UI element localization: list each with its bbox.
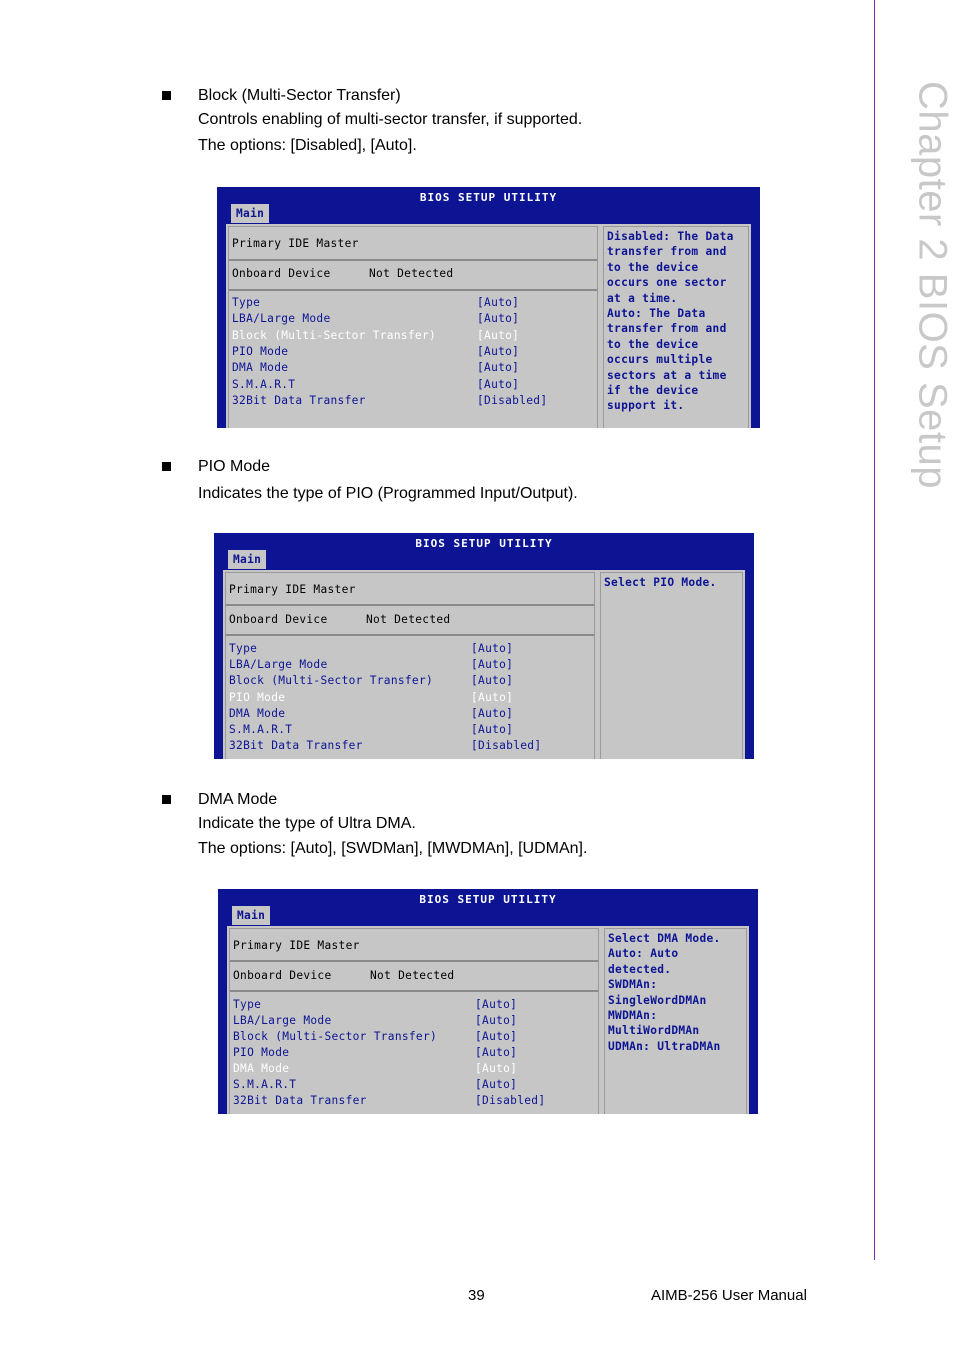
bios-item-type[interactable]: Type xyxy=(232,296,261,309)
section-text: The options: [Disabled], [Auto]. xyxy=(198,137,417,154)
bios-device-label: Onboard Device xyxy=(229,613,328,626)
bios-value-smart[interactable]: [Auto] xyxy=(477,378,520,391)
bios-help-panel xyxy=(603,226,749,428)
bios-tab-main[interactable]: Main xyxy=(228,550,266,569)
bios-tab-main[interactable]: Main xyxy=(231,204,269,223)
bios-left-panel xyxy=(229,928,599,1114)
bios-item-dma[interactable]: DMA Mode xyxy=(232,361,289,374)
divider xyxy=(229,289,597,291)
bios-item-lba[interactable]: LBA/Large Mode xyxy=(229,658,328,671)
margin-rule xyxy=(874,0,875,1260)
bullet-icon xyxy=(162,91,171,100)
bios-item-smart[interactable]: S.M.A.R.T xyxy=(232,378,296,391)
bios-device-label: Onboard Device xyxy=(232,267,331,280)
bios-value-type[interactable]: [Auto] xyxy=(477,296,520,309)
bios-value-lba[interactable]: [Auto] xyxy=(471,658,514,671)
bios-value-block[interactable]: [Auto] xyxy=(471,674,514,687)
bios-title: BIOS SETUP UTILITY xyxy=(419,191,558,204)
bios-value-dma[interactable]: [Auto] xyxy=(475,1062,518,1075)
bios-item-smart[interactable]: S.M.A.R.T xyxy=(233,1078,297,1091)
bios-value-block[interactable]: [Auto] xyxy=(475,1030,518,1043)
bios-value-pio[interactable]: [Auto] xyxy=(471,691,514,704)
bios-item-block[interactable]: Block (Multi-Sector Transfer) xyxy=(229,674,434,687)
section-heading: DMA Mode xyxy=(198,791,278,808)
bios-tab-main[interactable]: Main xyxy=(232,906,270,925)
bullet-icon xyxy=(162,462,171,471)
bios-value-lba[interactable]: [Auto] xyxy=(475,1014,518,1027)
bios-device-label: Onboard Device xyxy=(233,969,332,982)
manual-title: AIMB-256 User Manual xyxy=(651,1287,807,1304)
bios-value-32bit[interactable]: [Disabled] xyxy=(477,394,548,407)
bios-value-type[interactable]: [Auto] xyxy=(471,642,514,655)
divider xyxy=(229,259,597,261)
bios-title: BIOS SETUP UTILITY xyxy=(419,893,557,906)
bios-item-block[interactable]: Block (Multi-Sector Transfer) xyxy=(232,329,437,342)
bios-value-32bit[interactable]: [Disabled] xyxy=(471,739,542,752)
divider xyxy=(226,634,594,636)
bios-value-block[interactable]: [Auto] xyxy=(477,329,520,342)
bios-item-lba[interactable]: LBA/Large Mode xyxy=(233,1014,332,1027)
bios-item-dma[interactable]: DMA Mode xyxy=(233,1062,290,1075)
bios-device-value: Not Detected xyxy=(370,969,455,982)
bios-body xyxy=(227,926,749,1114)
section-text: Indicates the type of PIO (Programmed Input/Output). xyxy=(198,485,578,502)
bios-value-type[interactable]: [Auto] xyxy=(475,998,518,1011)
bios-device-value: Not Detected xyxy=(366,613,451,626)
bios-item-type[interactable]: Type xyxy=(229,642,258,655)
bios-value-dma[interactable]: [Auto] xyxy=(471,707,514,720)
bios-item-dma[interactable]: DMA Mode xyxy=(229,707,286,720)
section-text: The options: [Auto], [SWDMan], [MWDMAn], [UDMAn]. xyxy=(198,840,588,857)
help-text: Disabled: The Data transfer from and to the device occurs one sector at a time. Auto: The Data transfer from and to the device occurs multiple sectors at a time if the device support it. xyxy=(607,230,734,413)
bios-header: Primary IDE Master xyxy=(232,237,359,250)
bios-item-block[interactable]: Block (Multi-Sector Transfer) xyxy=(233,1030,438,1043)
page-number: 39 xyxy=(468,1287,485,1304)
bios-header: Primary IDE Master xyxy=(229,583,356,596)
bios-item-type[interactable]: Type xyxy=(233,998,262,1011)
divider xyxy=(226,604,594,606)
bios-body xyxy=(226,224,751,428)
bios-value-lba[interactable]: [Auto] xyxy=(477,312,520,325)
section-text: Indicate the type of Ultra DMA. xyxy=(198,815,416,832)
bios-item-pio[interactable]: PIO Mode xyxy=(233,1046,290,1059)
bios-item-smart[interactable]: S.M.A.R.T xyxy=(229,723,293,736)
bios-value-smart[interactable]: [Auto] xyxy=(471,723,514,736)
bios-help-panel xyxy=(604,928,747,1114)
bios-value-dma[interactable]: [Auto] xyxy=(477,361,520,374)
bios-item-32bit[interactable]: 32Bit Data Transfer xyxy=(233,1094,367,1107)
bios-screenshot xyxy=(217,187,760,428)
bios-value-smart[interactable]: [Auto] xyxy=(475,1078,518,1091)
bios-item-pio[interactable]: PIO Mode xyxy=(232,345,289,358)
section-heading: Block (Multi-Sector Transfer) xyxy=(198,87,401,104)
bios-screenshot xyxy=(214,533,754,759)
bios-help-panel xyxy=(600,572,743,759)
bios-value-pio[interactable]: [Auto] xyxy=(475,1046,518,1059)
divider xyxy=(230,960,598,962)
bios-body xyxy=(223,570,745,759)
bios-value-pio[interactable]: [Auto] xyxy=(477,345,520,358)
help-text: Select PIO Mode. xyxy=(604,576,717,589)
help-text: Select DMA Mode. Auto: Auto detected. SWDMAn: SingleWordDMAn MWDMAn: MultiWordDMAn UDMAn: UltraDMAn xyxy=(608,932,721,1053)
section-text: Controls enabling of multi-sector transfer, if supported. xyxy=(198,111,583,128)
bios-item-lba[interactable]: LBA/Large Mode xyxy=(232,312,331,325)
bios-item-32bit[interactable]: 32Bit Data Transfer xyxy=(232,394,366,407)
bios-left-panel xyxy=(228,226,598,428)
bios-item-pio[interactable]: PIO Mode xyxy=(229,691,286,704)
bullet-icon xyxy=(162,795,171,804)
bios-header: Primary IDE Master xyxy=(233,939,360,952)
chapter-label: Chapter 2 BIOS Setup xyxy=(910,80,954,490)
bios-device-value: Not Detected xyxy=(369,267,454,280)
bios-item-32bit[interactable]: 32Bit Data Transfer xyxy=(229,739,363,752)
section-heading: PIO Mode xyxy=(198,458,271,475)
bios-screenshot xyxy=(218,889,758,1114)
bios-left-panel xyxy=(225,572,595,759)
divider xyxy=(230,990,598,992)
bios-title: BIOS SETUP UTILITY xyxy=(415,537,553,550)
bios-value-32bit[interactable]: [Disabled] xyxy=(475,1094,546,1107)
